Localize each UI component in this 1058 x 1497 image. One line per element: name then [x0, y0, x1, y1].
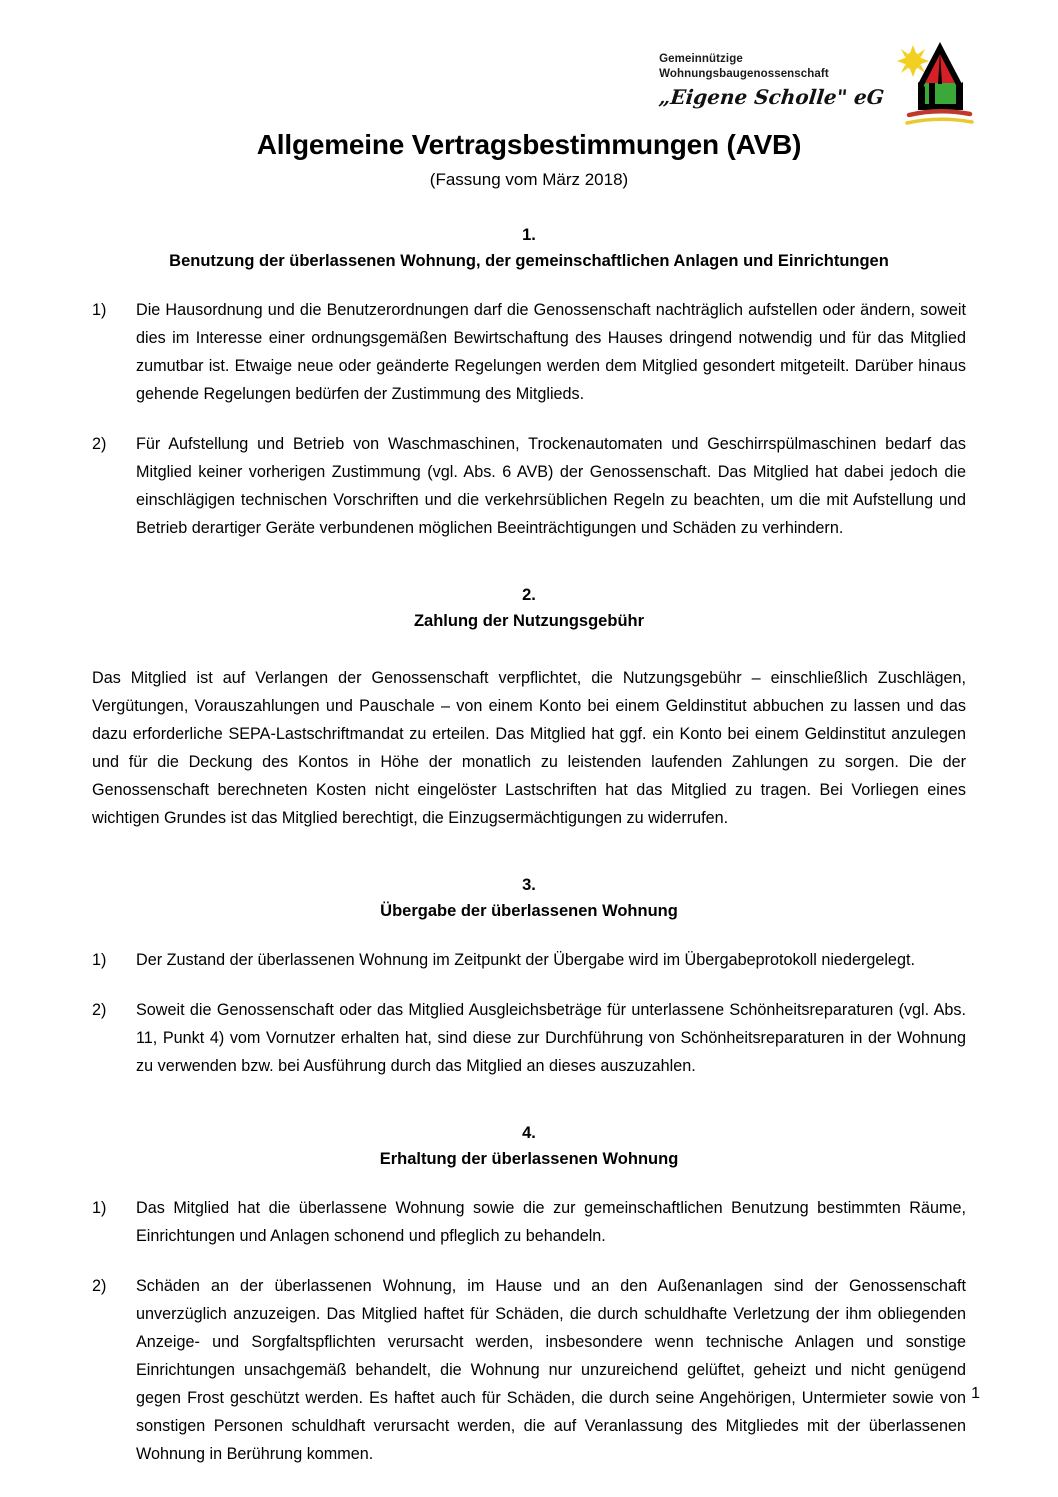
paragraph-marker: 1): [92, 301, 107, 319]
numbered-paragraph: [92, 946, 966, 974]
section-title: Zahlung der Nutzungsgebühr: [413, 612, 645, 630]
paragraph-marker: 1): [92, 951, 107, 969]
house-sun-logo-icon: [894, 38, 980, 130]
letterhead-text: [659, 38, 884, 110]
paragraph-text: Die Hausordnung und die Benutzerordnungen darf die Genossenschaft nachträglich aufstellen oder ändern, soweit dies im Interesse einer ordnungsgemäßen Bewirtschaftung des Hauses dringend notwendig und für das Mitglied zumutbar ist. Etwaige neue oder geänderte Regelungen werden dem Mitglied gesondert mitgeteilt. Darüber hinaus gehende Regelungen bedürfen der Zustimmung des Mitglieds.: [136, 301, 966, 403]
paragraph-marker: 1): [92, 1199, 107, 1217]
cooperative-line-2: Wohnungsbaugenossenschaft: [659, 68, 829, 80]
numbered-paragraph: [92, 430, 966, 542]
section-title: Übergabe der überlassenen Wohnung: [380, 902, 678, 920]
page-number: 1: [971, 1385, 980, 1402]
section-number: 1.: [522, 226, 536, 244]
cooperative-line-1: Gemeinnützige: [659, 53, 743, 65]
paragraph-text: Der Zustand der überlassenen Wohnung im Zeitpunkt der Übergabe wird im Übergabeprotokoll niedergelegt.: [136, 951, 915, 969]
section-number: 3.: [522, 876, 536, 894]
document-subtitle: (Fassung vom März 2018): [429, 170, 629, 189]
numbered-paragraph: [92, 996, 966, 1080]
paragraph-text: Soweit die Genossenschaft oder das Mitglied Ausgleichsbeträge für unterlassene Schönheitsreparaturen (vgl. Abs. 11, Punkt 4) vom Vornutzer erhalten hat, sind diese zur Durchführung von Schönheitsreparaturen in der Wohnung zu verwenden bzw. bei Ausführung durch das Mitglied an dieses auszuzahlen.: [136, 1001, 966, 1075]
numbered-paragraph: [92, 296, 966, 408]
paragraph-marker: 2): [92, 1277, 107, 1295]
numbered-paragraph: [92, 1272, 966, 1468]
section-paragraph: Das Mitglied ist auf Verlangen der Genossenschaft verpflichtet, die Nutzungsgebühr – einschließlich Zuschlägen, Vergütungen, Vorauszahlungen und Pauschale – von einem Konto bei einem Geldinstitut abbuchen zu lassen und das dazu erforderliche SEPA-Lastschriftmandat zu erteilen. Das Mitglied hat ggf. ein Konto bei einem Geldinstitut anzulegen und für die Deckung des Kontos in Höhe der monatlich zu leistenden laufenden Zahlungen zu sorgen. Die der Genossenschaft berechneten Kosten nicht eingelöster Lastschriften hat das Mitglied zu tragen. Bei Vorliegen eines wichtigen Grundes ist das Mitglied berechtigt, die Einzugsermächtigungen zu widerrufen.: [92, 669, 966, 827]
numbered-paragraph: [92, 1194, 966, 1250]
section-3: [92, 872, 966, 924]
document-title: Allgemeine Vertragsbestimmungen (AVB): [256, 129, 802, 160]
section-number: 4.: [522, 1124, 536, 1142]
paragraph-text: Das Mitglied hat die überlassene Wohnung sowie die zur gemeinschaftlichen Benutzung bestimmten Räume, Einrichtungen und Anlagen schonend und pfleglich zu behandeln.: [136, 1199, 966, 1245]
section-2: [92, 582, 966, 634]
paragraph-text: Schäden an der überlassenen Wohnung, im Hause und an den Außenanlagen sind der Genossenschaft unverzüglich anzuzeigen. Das Mitglied haftet für Schäden, die durch schuldhafte Verletzung der ihm obliegenden Anzeige- und Sorgfaltspflichten verursacht werden, insbesondere wenn technische Anlagen und sonstige Einrichtungen unsachgemäß behandelt, die Wohnung nur unzureichend gelüftet, geheizt und nicht genügend gegen Frost geschützt werden. Es haftet auch für Schäden, die durch seine Angehörigen, Untermieter sowie von sonstigen Personen schuldhaft verursacht werden, die auf Veranlassung des Mitgliedes mit der überlassenen Wohnung in Berührung kommen.: [136, 1277, 966, 1463]
section-1: [92, 222, 966, 274]
paragraph-text: Für Aufstellung und Betrieb von Waschmaschinen, Trockenautomaten und Geschirrspülmaschinen bedarf das Mitglied keiner vorherigen Zustimmung (vgl. Abs. 6 AVB) der Genossenschaft. Das Mitglied hat dabei jedoch die einschlägigen technischen Vorschriften und die verkehrsüblichen Regeln zu beachten, um die mit Aufstellung und Betrieb derartiger Geräte verbundenen möglichen Beeinträchtigungen und Schäden zu verhindern.: [136, 435, 966, 537]
section-number: 2.: [522, 586, 536, 604]
section-4: [92, 1120, 966, 1172]
paragraph-marker: 2): [92, 1001, 107, 1019]
section-title: Erhaltung der überlassenen Wohnung: [379, 1150, 679, 1168]
document-body: [92, 222, 966, 1468]
paragraph-marker: 2): [92, 435, 107, 453]
letterhead: [659, 38, 980, 130]
section-title: Benutzung der überlassenen Wohnung, der gemeinschaftlichen Anlagen und Einrichtungen: [169, 252, 889, 270]
cooperative-name-script: „Eigene Scholle" eG: [657, 85, 886, 109]
